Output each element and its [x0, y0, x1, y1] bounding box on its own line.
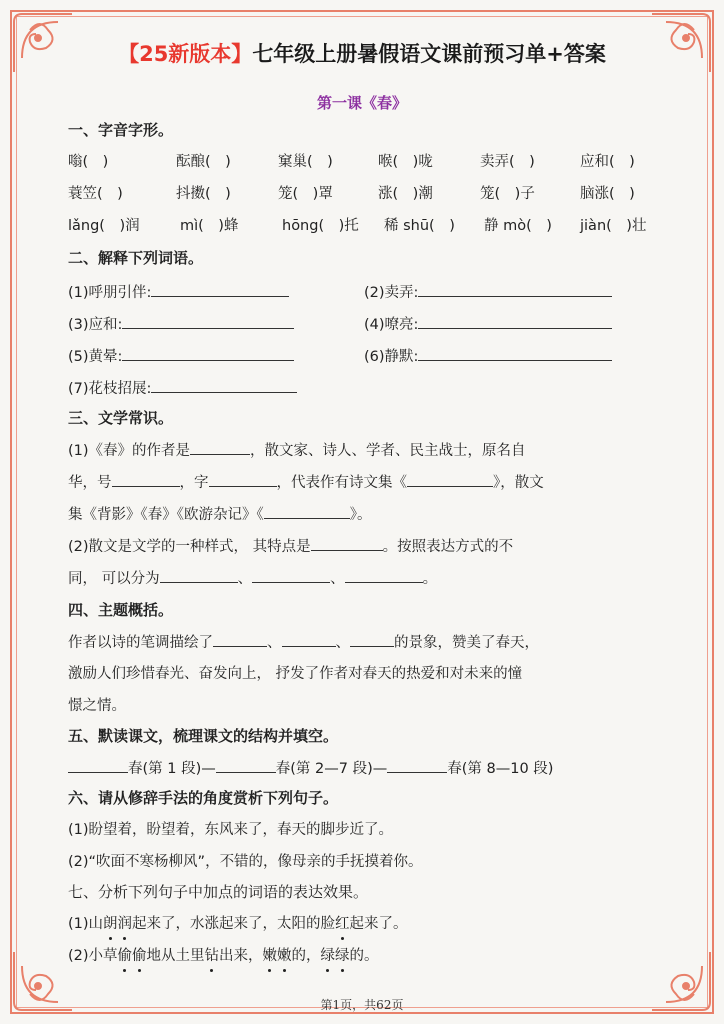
section-4-heading: 四、主题概括。 — [68, 601, 174, 619]
answer-blank[interactable] — [112, 472, 180, 487]
text-run: (2)小草 — [68, 948, 118, 964]
section-2-heading: 二、解释下列词语。 — [68, 249, 204, 267]
pinyin-item: 涨( )潮 — [378, 186, 433, 202]
text-run: 、 — [237, 571, 253, 587]
text-run: 春(第 2—7 段)— — [275, 761, 388, 777]
answer-blank[interactable] — [311, 536, 383, 551]
text-run: ，代表作有诗文集《 — [276, 475, 407, 491]
term-item — [364, 314, 612, 335]
pinyin-item: 笼( )罩 — [278, 186, 333, 202]
pinyin-item: 静 mò( ) — [484, 218, 552, 234]
section-3-heading: 三、文学常识。 — [68, 409, 174, 427]
pinyin-item: 窠巢( ) — [278, 154, 333, 170]
dotted-char: 偷 — [117, 948, 133, 964]
answer-blank[interactable] — [122, 314, 294, 329]
pinyin-item: 脑涨( ) — [580, 186, 635, 202]
answer-blank[interactable] — [252, 568, 330, 583]
answer-blank[interactable] — [190, 440, 250, 455]
text-run: 、 — [330, 571, 345, 587]
pinyin-item: 蓑笠( ) — [68, 186, 123, 202]
term-label: (4)嘹亮: — [364, 317, 419, 333]
term-label: (6)静默: — [364, 349, 419, 365]
term-item — [68, 346, 294, 367]
text-run: ，字 — [179, 475, 209, 491]
section-6-heading: 六、请从修辞手法的角度赏析下列句子。 — [68, 789, 339, 807]
text-run: 的。 — [349, 948, 379, 964]
pinyin-item: hōng( )托 — [282, 218, 359, 234]
literature-line-5 — [68, 568, 437, 589]
pinyin-item: lǎng( )润 — [68, 218, 140, 234]
pinyin-item: 抖擞( ) — [176, 186, 231, 202]
title-main: 七年级上册暑假语文课前预习单+答案 — [252, 42, 606, 66]
text-run: 》。 — [349, 507, 372, 523]
section-1-heading: 一、字音字形。 — [68, 121, 174, 139]
section-5-heading: 五、默读课文，梳理课文的结构并填空。 — [68, 727, 339, 745]
text-run: 同， 可以分为 — [68, 571, 160, 587]
dotted-char: 润 — [117, 916, 133, 932]
answer-blank[interactable] — [345, 568, 423, 583]
answer-blank[interactable] — [216, 758, 276, 773]
pinyin-row-1 — [68, 152, 658, 172]
answer-blank[interactable] — [418, 314, 612, 329]
pinyin-item: 嗡( ) — [68, 154, 109, 170]
text-run: 起来了，水涨起来了，太阳的脸 — [132, 916, 336, 932]
text-run: 的， — [291, 948, 321, 964]
sentence-item: (2)“吹面不寒杨柳风”，不错的，像母亲的手抚摸着你。 — [68, 854, 423, 870]
answer-blank[interactable] — [160, 568, 238, 583]
pinyin-row-2 — [68, 184, 658, 204]
term-item — [364, 346, 612, 367]
literature-line-1 — [68, 440, 526, 461]
text-run: 春(第 1 段)— — [128, 761, 216, 777]
theme-line-1 — [68, 632, 539, 653]
pinyin-item: jiàn( )壮 — [580, 218, 647, 234]
answer-blank[interactable] — [213, 632, 267, 647]
text-run: 。 — [422, 571, 438, 587]
text-run: 起来了。 — [349, 916, 408, 932]
text-run: 、 — [335, 635, 350, 651]
structure-line — [68, 758, 553, 779]
term-item — [68, 282, 289, 303]
term-label: (3)应和: — [68, 317, 123, 333]
text-run: 》，散文 — [493, 475, 544, 491]
dotted-char: 嫩 — [277, 948, 292, 964]
text-run: (1)《春》的作者是 — [68, 443, 191, 459]
pinyin-row-3 — [68, 216, 658, 236]
lesson-title: 第一课《春》 — [316, 94, 407, 112]
dotted-char: 绿 — [335, 948, 350, 964]
answer-blank[interactable] — [418, 346, 612, 361]
literature-line-4 — [68, 536, 513, 557]
pinyin-item: 应和( ) — [580, 154, 635, 170]
answer-blank[interactable] — [350, 632, 394, 647]
answer-blank[interactable] — [407, 472, 493, 487]
version-tag: 【25新版本】 — [118, 42, 253, 66]
term-item — [68, 314, 294, 335]
text-run: 。按照表达方式的不 — [382, 539, 514, 555]
theme-line-3: 憬之情。 — [68, 698, 126, 714]
answer-blank[interactable] — [209, 472, 277, 487]
text-run: 出来， — [219, 948, 263, 964]
page-title — [0, 38, 724, 68]
answer-blank[interactable] — [264, 504, 350, 519]
literature-line-2 — [68, 472, 544, 493]
text-run: 地从土里 — [146, 948, 205, 964]
term-item — [68, 378, 297, 399]
text-run: 作者以诗的笔调描绘了 — [68, 635, 213, 651]
text-run: 的景象，赞美了春天， — [394, 635, 539, 651]
answer-blank[interactable] — [151, 378, 297, 393]
dotted-char: 嫩 — [262, 948, 278, 964]
pinyin-item: 喉( )咙 — [378, 154, 433, 170]
text-run: 、 — [267, 635, 282, 651]
term-label: (5)黄晕: — [68, 349, 123, 365]
answer-blank[interactable] — [418, 282, 612, 297]
sentence-item — [68, 914, 408, 934]
term-label: (7)花枝招展: — [68, 381, 152, 397]
dotted-char: 偷 — [132, 948, 147, 964]
answer-blank[interactable] — [282, 632, 336, 647]
answer-blank[interactable] — [68, 758, 128, 773]
text-run: (1)山 — [68, 916, 104, 932]
answer-blank[interactable] — [151, 282, 289, 297]
text-run: 集《背影》《春》《欧游杂记》《 — [68, 507, 264, 523]
answer-blank[interactable] — [387, 758, 447, 773]
dotted-char: 绿 — [320, 948, 336, 964]
pinyin-item: 稀 shū( ) — [384, 218, 455, 234]
text-run: (2)散文是文学的一种样式， 其特点是 — [68, 539, 311, 555]
section-7-heading: 七、分析下列句子中加点的词语的表达效果。 — [68, 883, 369, 901]
page-number: 第1页，共62页 — [320, 998, 404, 1012]
pinyin-item: 笼( )子 — [480, 186, 535, 202]
sentence-item: (1)盼望着，盼望着，东风来了，春天的脚步近了。 — [68, 822, 394, 838]
text-run: ，散文家、诗人、学者、民主战士，原名自 — [250, 443, 526, 459]
term-label: (2)卖弄: — [364, 285, 419, 301]
theme-line-2: 激励人们珍惜春光、奋发向上， 抒发了作者对春天的热爱和对未来的憧 — [68, 666, 523, 682]
pinyin-item: mì( )蜂 — [180, 218, 239, 234]
term-label: (1)呼朋引伴: — [68, 285, 152, 301]
dotted-char: 钻 — [204, 948, 220, 964]
dotted-char: 朗 — [103, 916, 118, 932]
answer-blank[interactable] — [122, 346, 294, 361]
pinyin-item: 酝酿( ) — [176, 154, 231, 170]
sentence-item — [68, 946, 379, 966]
text-run: 华，号 — [68, 475, 112, 491]
literature-line-3 — [68, 504, 372, 525]
term-item — [364, 282, 612, 303]
text-run: 春(第 8—10 段) — [447, 761, 554, 777]
dotted-char: 红 — [335, 916, 350, 932]
pinyin-item: 卖弄( ) — [480, 154, 535, 170]
